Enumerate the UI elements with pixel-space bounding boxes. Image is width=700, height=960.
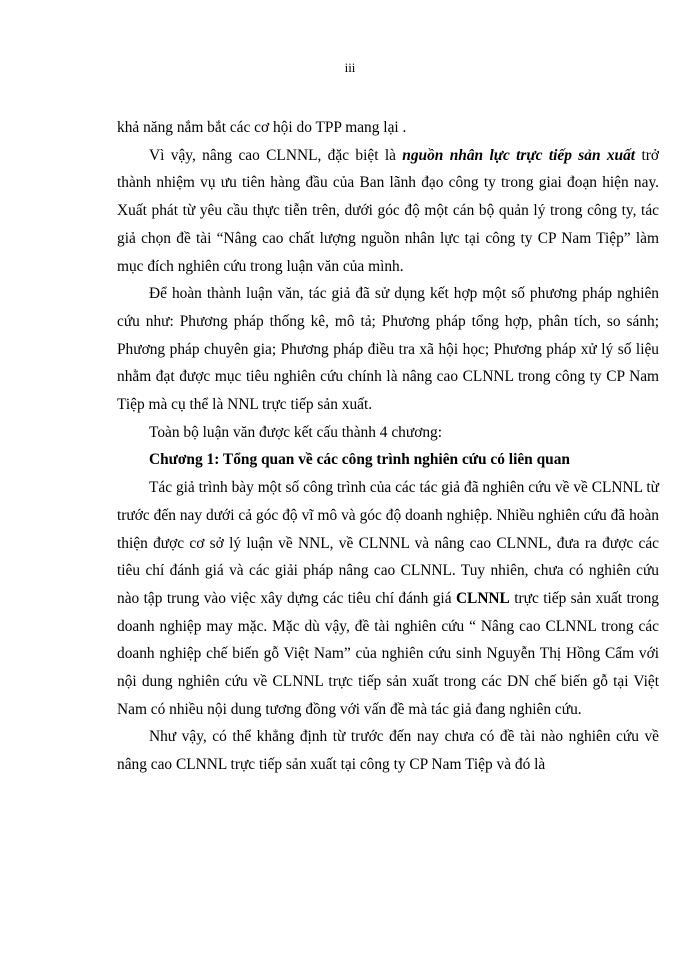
page-number: iii bbox=[344, 60, 356, 75]
emphasis-text: nguồn nhân lực trực tiếp sản xuất bbox=[402, 146, 636, 164]
paragraph-conclusion: Như vậy, có thể khẳng định từ trước đến nay chưa có đề tài nào nghiên cứu về nâng cao CLNNL trực tiếp sản xuất tại công ty CP Nam Tiệp và đó là bbox=[117, 728, 659, 774]
paragraph-text: Vì vậy, nâng cao CLNNL, đặc biệt là bbox=[149, 146, 403, 164]
body-text bbox=[117, 114, 659, 779]
paragraph-text: trở thành nhiệm vụ ưu tiên hàng đầu của Ban lãnh đạo công ty trong giai đoạn hiện nay. Xuất phát từ yêu cầu thực tiễn trên, dưới góc độ một cán bộ quản lý trong công ty, tác giả chọn đề tài “Nâng cao chất lượng nguồn nhân lực tại công ty CP Nam Tiệp” làm mục đích nghiên cứu trong luận văn của mình. bbox=[117, 146, 659, 275]
paragraph-priority bbox=[117, 142, 659, 281]
paragraph-methods: Để hoàn thành luận văn, tác giả đã sử dụng kết hợp một số phương pháp nghiên cứu như: Phương pháp thống kê, mô tả; Phương pháp tổng hợp, phân tích, so sánh; Phương pháp chuyên gia; Phương pháp điều tra xã hội học; Phương pháp xử lý số liệu nhằm đạt được mục tiêu nghiên cứu chính là nâng cao CLNNL trong công ty CP Nam Tiệp mà cụ thể là NNL trực tiếp sản xuất. bbox=[117, 285, 659, 414]
paragraph-structure: Toàn bộ luận văn được kết cấu thành 4 chương: bbox=[149, 423, 443, 441]
paragraph-text: trực tiếp sản xuất trong doanh nghiệp may mặc. Mặc dù vậy, đề tài nghiên cứu “ Nâng cao CLNNL trong các doanh nghiệp chế biến gỗ Việt Nam” của nghiên cứu sinh Nguyễn Thị Hồng Cẩm với nội dung nghiên cứu về CLNNL trực tiếp sản xuất trong các DN chế biến gỗ tại Việt Nam có nhiều nội dung tương đồng với vấn đề mà tác giả đang nghiên cứu. bbox=[117, 589, 659, 718]
paragraph-chapter-summary bbox=[117, 474, 659, 723]
paragraph-text: Tác giả trình bày một số công trình của các tác giả đã nghiên cứu về về CLNNL từ trước đến nay dưới cả góc độ vĩ mô và góc độ doanh nghiệp. Nhiều nghiên cứu đã hoàn thiện được cơ sở lý luận về NNL, về CLNNL và nâng cao CLNNL, đưa ra được các tiêu chí đánh giá và các giải pháp nâng cao CLNNL. Tuy nhiên, chưa có nghiên cứu nào tập trung vào việc xây dựng các tiêu chí đánh giá bbox=[117, 479, 659, 607]
chapter-heading: Chương 1: Tổng quan về các công trình nghiên cứu có liên quan bbox=[149, 451, 570, 469]
paragraph-continuation: khả năng nắm bắt các cơ hội do TPP mang lại . bbox=[117, 119, 407, 136]
emphasis-text: CLNNL bbox=[455, 589, 510, 607]
